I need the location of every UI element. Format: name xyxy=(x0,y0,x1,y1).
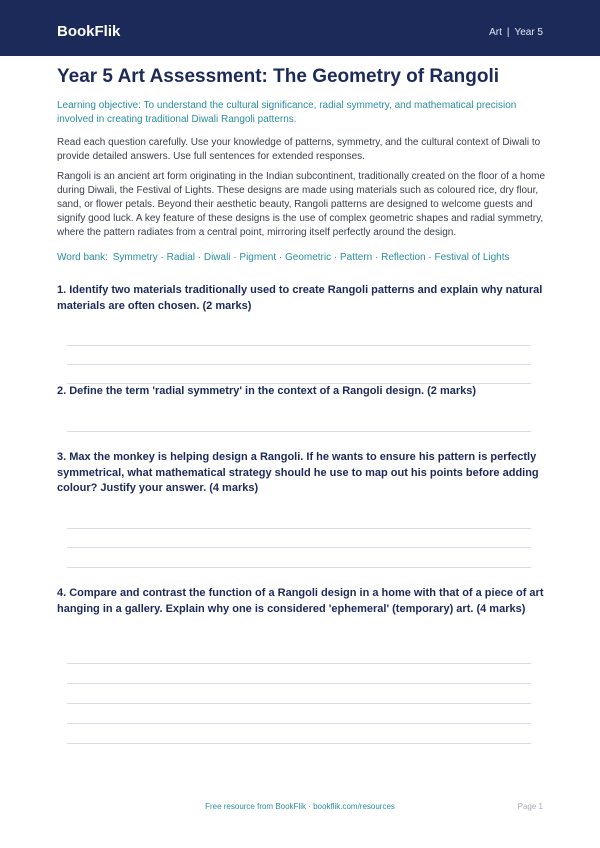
question-2: 2. Define the term 'radial symmetry' in the context of a Rangoli design. (2 marks) xyxy=(57,385,477,397)
answer-line-q3-1[interactable] xyxy=(67,528,531,529)
answer-line-q4-1[interactable] xyxy=(67,663,531,664)
answer-line-q3-3[interactable] xyxy=(67,567,531,568)
answer-line-q2-1[interactable] xyxy=(67,431,531,432)
answer-line-q1-1[interactable] xyxy=(67,345,531,346)
answer-line-q1-2[interactable] xyxy=(67,364,531,365)
breadcrumb-separator: | xyxy=(506,27,510,38)
page-number: Page 1 xyxy=(517,802,543,811)
brand-logo[interactable]: BookFlik xyxy=(57,23,121,40)
answer-line-q4-5[interactable] xyxy=(67,743,531,744)
intro-paragraph: Rangoli is an ancient art form originating in the Indian subcontinent, traditionally created on the floor of a home during Diwali, the Festival of Lights. These designs are made using materials such as coloured rice, dry flour, sand, or flower petals. Beyond their aesthetic beauty, Rangoli patterns are designed to welcome guests and signify good luck. A key feature of these designs is the use of complex geometric shapes and radial symmetry, where the pattern radiates from a central point, mirroring itself perfectly around the design. xyxy=(57,171,546,238)
breadcrumb-year[interactable]: Year 5 xyxy=(514,27,543,38)
footer-resource-link[interactable]: Free resource from BookFlik · bookflik.com/resources xyxy=(205,802,395,811)
page-title: Year 5 Art Assessment: The Geometry of Rangoli xyxy=(57,66,500,87)
answer-line-q4-2[interactable] xyxy=(67,683,531,684)
word-bank-label: Word bank: xyxy=(57,252,108,263)
page-header xyxy=(0,0,600,56)
instructions-text: Read each question carefully. Use your knowledge of patterns, symmetry, and the cultural context of Diwali to provide detailed answers. Use full sentences for extended responses. xyxy=(57,137,541,162)
question-3: 3. Max the monkey is helping design a Rangoli. If he wants to ensure his pattern is perfectly symmetrical, what mathematical strategy should he use to map out his points before adding colour? Justify your answer. (4 marks) xyxy=(57,451,539,494)
answer-line-q4-3[interactable] xyxy=(67,703,531,704)
answer-line-q3-2[interactable] xyxy=(67,547,531,548)
question-4: 4. Compare and contrast the function of a Rangoli design in a home with that of a piece of art hanging in a gallery. Explain why one is considered 'ephemeral' (temporary) art. (4 marks) xyxy=(57,587,544,615)
word-bank xyxy=(57,251,547,265)
breadcrumb xyxy=(489,26,543,40)
answer-line-q4-4[interactable] xyxy=(67,723,531,724)
word-bank-words: Symmetry · Radial · Diwali · Pigment · Geometric · Pattern · Reflection · Festival of Lights xyxy=(112,252,510,263)
question-1: 1. Identify two materials traditionally used to create Rangoli patterns and explain why natural materials are often chosen. (2 marks) xyxy=(57,284,543,312)
breadcrumb-subject[interactable]: Art xyxy=(489,27,502,38)
learning-objective: Learning objective: To understand the cultural significance, radial symmetry, and mathematical precision involved in creating traditional Diwali Rangoli patterns. xyxy=(57,100,517,125)
